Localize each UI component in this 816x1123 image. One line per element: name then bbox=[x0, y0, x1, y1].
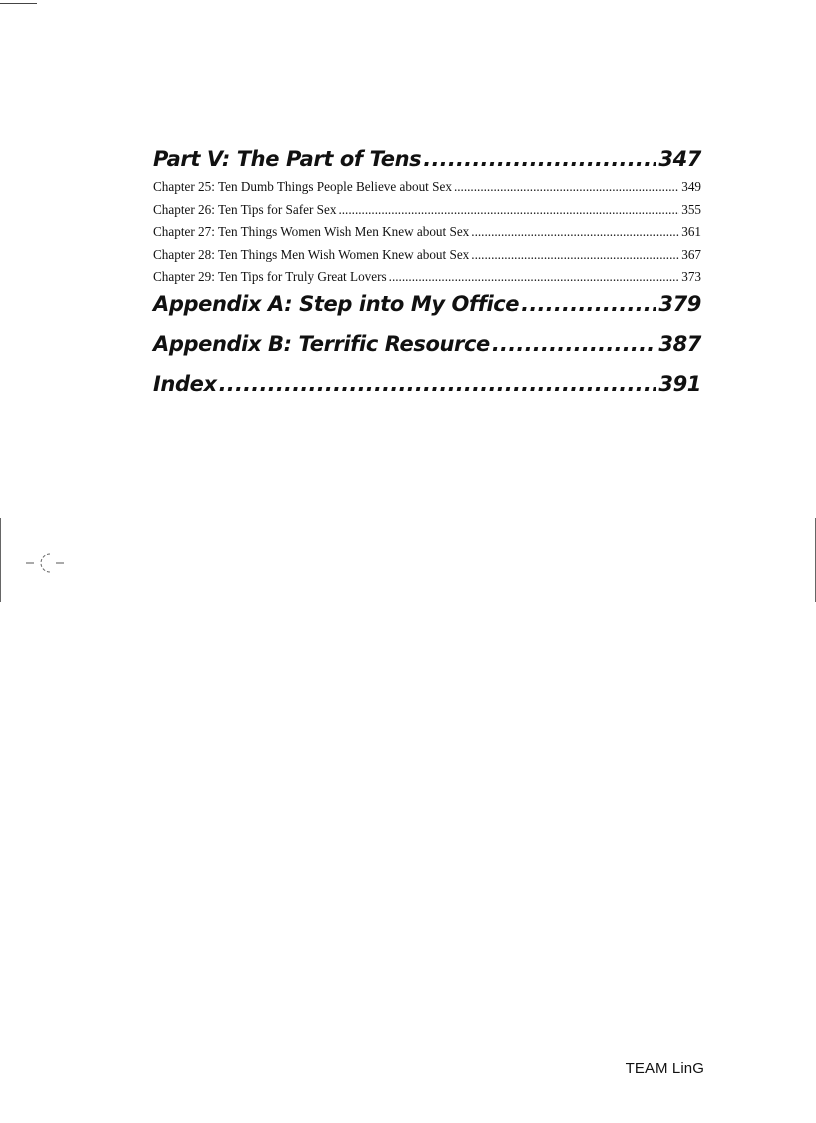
toc-entry-chapter-28[interactable] bbox=[153, 246, 701, 269]
toc-entry-title: Chapter 26: Ten Tips for Safer Sex bbox=[153, 201, 337, 217]
toc-entry-chapter-27[interactable] bbox=[153, 223, 701, 246]
leader-dots bbox=[423, 146, 656, 172]
leader-dots bbox=[471, 223, 679, 240]
registration-mark-icon bbox=[24, 548, 68, 578]
toc-entry-page: 387 bbox=[658, 331, 701, 356]
toc-entry-page: 361 bbox=[681, 224, 701, 239]
toc-entry-chapter-29[interactable] bbox=[153, 268, 701, 291]
toc-entry-page: 349 bbox=[681, 179, 701, 194]
toc-entry-title: Chapter 25: Ten Dumb Things People Believe about Sex bbox=[153, 179, 452, 194]
team-ling-watermark: TEAM LinG bbox=[625, 1060, 704, 1077]
toc-entry-appendix-a[interactable] bbox=[153, 291, 701, 331]
leader-dots bbox=[389, 268, 680, 285]
toc-entry-title: Part V: The Part of Tens bbox=[153, 147, 422, 171]
crop-mark-top bbox=[0, 3, 37, 4]
table-of-contents bbox=[153, 146, 701, 411]
toc-entry-title: Appendix A: Step into My Office bbox=[153, 291, 520, 316]
leader-dots bbox=[471, 246, 679, 263]
toc-entry-index[interactable] bbox=[153, 371, 701, 411]
toc-entry-title: Chapter 28: Ten Things Men Wish Women Knew about Sex bbox=[153, 246, 470, 262]
leader-dots bbox=[219, 371, 657, 397]
toc-entry-page: 355 bbox=[681, 201, 701, 217]
toc-entry-title: Chapter 27: Ten Things Women Wish Men Knew about Sex bbox=[153, 224, 470, 239]
toc-entry-appendix-b[interactable] bbox=[153, 331, 701, 371]
toc-entry-part-v[interactable] bbox=[153, 146, 701, 178]
toc-entry-title: Index bbox=[153, 371, 217, 396]
toc-entry-page: 379 bbox=[658, 291, 701, 316]
leader-dots bbox=[454, 178, 679, 195]
toc-entry-title: Chapter 29: Ten Tips for Truly Great Lovers bbox=[153, 269, 387, 284]
toc-entry-title: Appendix B: Terrific Resource bbox=[153, 331, 490, 356]
leader-dots bbox=[338, 201, 679, 218]
leader-dots bbox=[521, 291, 656, 317]
toc-entry-chapter-25[interactable] bbox=[153, 178, 701, 201]
toc-entry-chapter-26[interactable] bbox=[153, 201, 701, 224]
leader-dots bbox=[492, 331, 656, 357]
toc-entry-page: 373 bbox=[681, 269, 701, 284]
toc-entry-page: 367 bbox=[681, 246, 701, 262]
crop-mark-left bbox=[0, 518, 1, 602]
toc-entry-page: 391 bbox=[658, 371, 701, 396]
toc-entry-page: 347 bbox=[658, 147, 701, 171]
